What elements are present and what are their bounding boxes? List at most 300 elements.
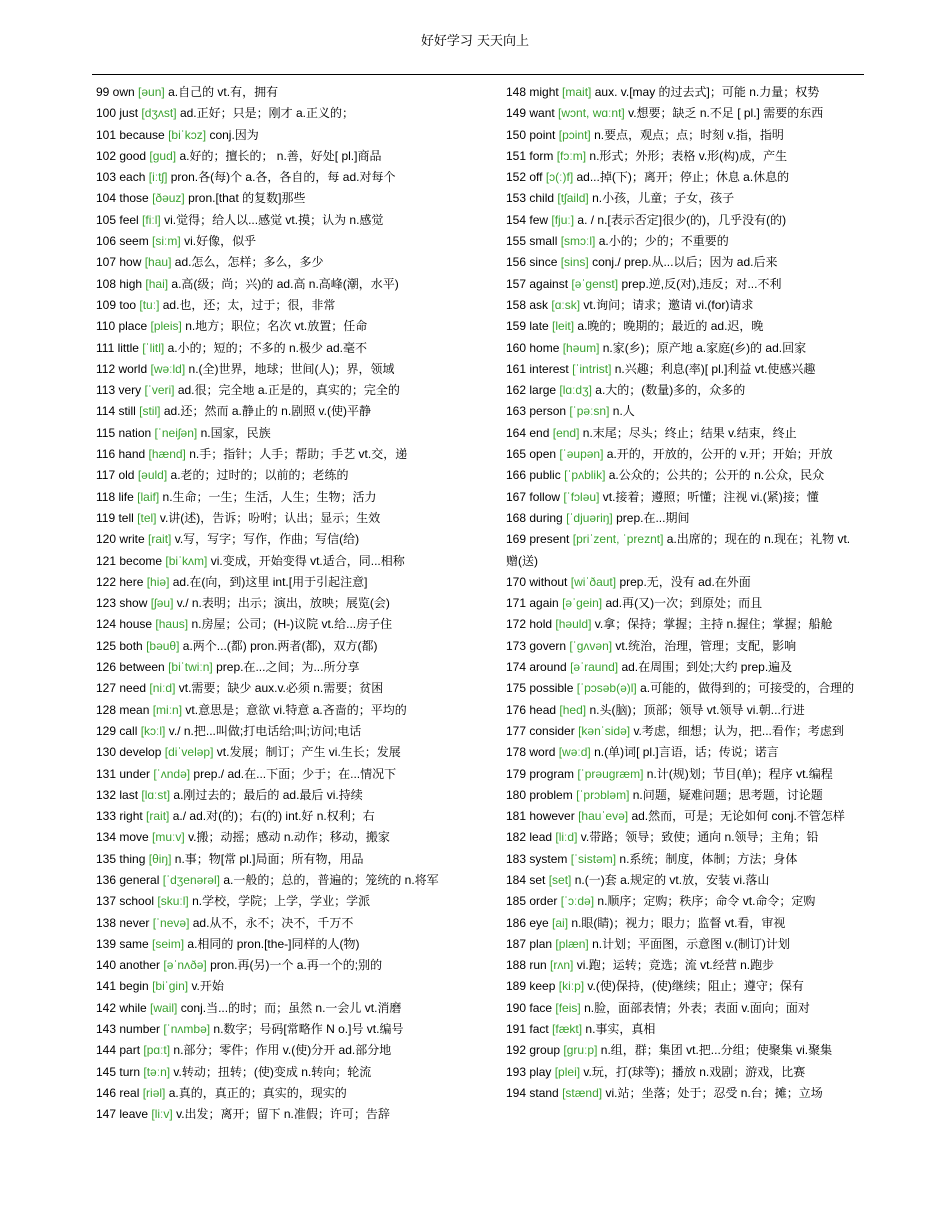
vocab-entry bbox=[506, 976, 860, 997]
entry-headword: 134 move bbox=[96, 830, 149, 845]
vocab-entry bbox=[506, 231, 860, 252]
entry-definition: v.转动；扭转；(使)变成 n.转向；轮流 bbox=[173, 1064, 372, 1079]
entry-phonetic: [plæn] bbox=[555, 936, 589, 951]
vocab-entry bbox=[96, 316, 446, 337]
vocab-entry bbox=[96, 870, 446, 891]
entry-definition: a.小的；短的；不多的 n.极少 ad.毫不 bbox=[167, 340, 367, 355]
entry-definition: n.人 bbox=[612, 404, 635, 419]
entry-headword: 153 child bbox=[506, 191, 555, 206]
page-title: 好好学习 天天向上 bbox=[420, 34, 530, 49]
entry-headword: 152 off bbox=[506, 170, 543, 185]
entry-phonetic: [ǝuld] bbox=[137, 468, 168, 483]
entry-phonetic: [biˈtwiːn] bbox=[168, 660, 213, 675]
entry-definition: a.相同的 pron.[the-]同样的人(物) bbox=[187, 936, 360, 951]
entry-phonetic: [tǝːn] bbox=[143, 1064, 171, 1079]
entry-definition: conj./ prep.从...以后；因为 ad.后来 bbox=[592, 255, 778, 270]
entry-phonetic: [ðǝuz] bbox=[152, 191, 185, 206]
vocab-entry bbox=[96, 295, 446, 316]
entry-definition: n.地方；职位；名次 vt.放置；任命 bbox=[185, 319, 368, 334]
entry-phonetic: [wǝːld] bbox=[150, 361, 186, 376]
entry-definition: a.真的，真正的；真实的，现实的 bbox=[168, 1085, 347, 1100]
entry-headword: 165 open bbox=[506, 447, 557, 462]
entry-headword: 123 show bbox=[96, 596, 148, 611]
entry-definition: a.公众的；公共的；公开的 n.公众，民众 bbox=[608, 468, 825, 483]
entry-phonetic: [biˈkʌm] bbox=[165, 553, 208, 568]
entry-headword: 182 lead bbox=[506, 830, 553, 845]
entry-headword: 186 eye bbox=[506, 915, 549, 930]
entry-headword: 149 want bbox=[506, 106, 555, 121]
entry-phonetic: [ɔ(ː)f] bbox=[545, 170, 574, 185]
entry-headword: 178 word bbox=[506, 745, 556, 760]
entry-phonetic: [hænd] bbox=[148, 447, 186, 462]
entry-headword: 108 high bbox=[96, 276, 143, 291]
vocab-entry bbox=[96, 721, 446, 742]
vocab-entry bbox=[506, 742, 860, 763]
entry-definition: ad.在(向，到)这里 int.[用于引起注意] bbox=[172, 574, 368, 589]
entry-definition: n.头(脑)；顶部；领导 vt.领导 vi.朝...行进 bbox=[589, 702, 805, 717]
entry-phonetic: [rait] bbox=[146, 809, 170, 824]
vocab-entry bbox=[506, 1019, 860, 1040]
entry-phonetic: [ǝˈraund] bbox=[570, 660, 619, 675]
vocab-entry bbox=[96, 1083, 446, 1104]
entry-definition: v./ n.把...叫做;打电话给;叫;访问;电话 bbox=[168, 723, 362, 738]
entry-phonetic: [fɔːm] bbox=[556, 148, 587, 163]
entry-definition: aux. v.[may 的过去式]；可能 n.力量；权势 bbox=[594, 85, 820, 99]
entry-headword: 145 turn bbox=[96, 1064, 141, 1079]
entry-phonetic: [rait] bbox=[148, 532, 172, 547]
entry-definition: prep.逆,反(对),违反；对...不利 bbox=[621, 276, 782, 291]
entry-definition: vi.好像，似乎 bbox=[184, 234, 257, 249]
vocab-entry bbox=[96, 849, 446, 870]
entry-headword: 116 hand bbox=[96, 447, 146, 462]
entry-definition: a.大的；(数量)多的，众多的 bbox=[595, 383, 746, 398]
entry-phonetic: [ˈdʒenǝrǝl] bbox=[162, 872, 220, 887]
entry-definition: prep./ ad.在...下面；少于；在...情况下 bbox=[193, 766, 397, 781]
vocab-entry bbox=[96, 998, 446, 1019]
entry-definition: n.国家，民族 bbox=[200, 425, 271, 440]
entry-phonetic: [feis] bbox=[555, 1000, 581, 1015]
entry-headword: 137 school bbox=[96, 894, 155, 909]
entry-phonetic: [biˈgin] bbox=[152, 979, 189, 994]
vocab-entry bbox=[96, 636, 446, 657]
entry-headword: 117 old bbox=[96, 468, 135, 483]
entry-definition: conj.因为 bbox=[209, 127, 259, 142]
entry-definition: a.好的；擅长的； n.善，好处[ pl.]商品 bbox=[179, 148, 382, 163]
entry-definition: vt.接着；遵照；听懂；注视 vi.(紧)接；懂 bbox=[602, 489, 819, 504]
entry-headword: 135 thing bbox=[96, 851, 146, 866]
entry-phonetic: [skuːl] bbox=[157, 894, 189, 909]
entry-phonetic: [smɔːl] bbox=[560, 234, 596, 249]
entry-headword: 161 interest bbox=[506, 361, 569, 376]
entry-phonetic: [kǝnˈsidǝ] bbox=[578, 723, 631, 738]
vocab-entry bbox=[96, 252, 446, 273]
entry-definition: vt.需要；缺少 aux.v.必须 n.需要；贫困 bbox=[178, 681, 384, 696]
entry-headword: 187 plan bbox=[506, 936, 553, 951]
entry-headword: 110 place bbox=[96, 319, 148, 334]
entry-phonetic: [lɑːst] bbox=[141, 787, 171, 802]
entry-definition: n.数字；号码[常略作 N o.]号 vt.编号 bbox=[213, 1022, 404, 1037]
entry-definition: a.开的，开放的，公开的 v.开；开始；开放 bbox=[606, 447, 833, 462]
entry-headword: 162 large bbox=[506, 383, 557, 398]
entry-definition: ad.再(又)一次；到原处；而且 bbox=[605, 596, 763, 611]
entry-headword: 191 fact bbox=[506, 1022, 549, 1037]
vocab-entry bbox=[96, 188, 446, 209]
entry-definition: n.兴趣；利息(率)[ pl.]利益 vt.使感兴趣 bbox=[614, 361, 816, 376]
entry-headword: 183 system bbox=[506, 851, 568, 866]
entry-headword: 156 since bbox=[506, 255, 558, 270]
entry-phonetic: [ˈʌndǝ] bbox=[153, 766, 191, 781]
entry-headword: 167 follow bbox=[506, 489, 561, 504]
entry-headword: 188 run bbox=[506, 958, 547, 973]
vocab-entry bbox=[506, 82, 860, 103]
vocab-entry bbox=[96, 380, 446, 401]
entry-phonetic: [niːd] bbox=[149, 681, 176, 696]
entry-phonetic: [gruːp] bbox=[563, 1043, 598, 1058]
entry-headword: 143 number bbox=[96, 1022, 161, 1037]
entry-phonetic: [biˈkɔz] bbox=[168, 127, 207, 142]
vocab-entry bbox=[96, 103, 446, 124]
entry-phonetic: [fiːl] bbox=[142, 212, 161, 227]
vocab-entry bbox=[96, 700, 446, 721]
entry-definition: n.要点，观点；点；时刻 v.指，指明 bbox=[594, 127, 784, 142]
entry-phonetic: [ˈveri] bbox=[144, 383, 175, 398]
vocab-entry bbox=[96, 806, 446, 827]
vocab-entry bbox=[96, 231, 446, 252]
entry-definition: v.出发；离开；留下 n.准假；许可；告辞 bbox=[176, 1107, 390, 1122]
entry-definition: v.搬；动摇；感动 n.动作；移动，搬家 bbox=[188, 830, 390, 845]
vocab-entry bbox=[96, 529, 446, 550]
entry-headword: 121 become bbox=[96, 553, 163, 568]
entry-definition: n.末尾；尽头；终止；结果 v.结束，终止 bbox=[582, 425, 797, 440]
entry-definition: ad.还；然而 a.静止的 n.剧照 v.(使)平静 bbox=[163, 404, 371, 419]
entry-definition: v./ n.表明；出示；演出，放映；展览(会) bbox=[176, 596, 390, 611]
entry-phonetic: [ˈnʌmbǝ] bbox=[163, 1022, 211, 1037]
vocab-entry bbox=[96, 444, 446, 465]
entry-definition: v.(使)保持，(使)继续；阻止；遵守；保有 bbox=[587, 979, 804, 994]
entry-headword: 99 own bbox=[96, 85, 135, 99]
vocab-entry bbox=[506, 998, 860, 1019]
vocab-entry bbox=[506, 614, 860, 635]
entry-phonetic: [hau] bbox=[144, 255, 172, 270]
vocab-entry bbox=[506, 529, 860, 572]
entry-headword: 126 between bbox=[96, 660, 165, 675]
vocab-entry bbox=[96, 572, 446, 593]
entry-headword: 185 order bbox=[506, 894, 558, 909]
entry-definition: n.问题，疑难问题；思考题，讨论题 bbox=[632, 787, 823, 802]
entry-definition: v.拿；保持；掌握；主持 n.握住；掌握；船舱 bbox=[594, 617, 833, 632]
vocab-entry bbox=[506, 1083, 860, 1104]
entry-definition: conj.当...的时；而；虽然 n.一会儿 vt.消磨 bbox=[180, 1000, 402, 1015]
entry-headword: 189 keep bbox=[506, 979, 556, 994]
vocab-entry bbox=[96, 487, 446, 508]
entry-phonetic: [hed] bbox=[559, 702, 587, 717]
entry-phonetic: [ˈneiʃǝn] bbox=[154, 425, 198, 440]
entry-definition: vi.觉得；给人以...感觉 vt.摸；认为 n.感觉 bbox=[164, 212, 384, 227]
entry-headword: 111 little bbox=[96, 340, 139, 355]
entry-definition: vt.统治，治理，管理；支配，影响 bbox=[615, 638, 797, 653]
entry-headword: 154 few bbox=[506, 212, 549, 227]
entry-definition: v.玩，打(球等)；播放 n.戏剧；游戏，比赛 bbox=[583, 1064, 806, 1079]
left-column bbox=[96, 82, 446, 1126]
entry-phonetic: [hǝum] bbox=[562, 340, 600, 355]
entry-definition: a./ ad.对(的)；右(的) int.好 n.权利；右 bbox=[172, 809, 375, 824]
entry-definition: ad.从不，永不；决不，千万不 bbox=[192, 915, 354, 930]
entry-definition: ad.正好；只是；刚才 a.正义的； bbox=[179, 106, 354, 121]
entry-phonetic: [seim] bbox=[152, 936, 185, 951]
entry-definition: vt.询问；请求；邀请 vi.(for)请求 bbox=[583, 297, 754, 312]
entry-headword: 194 stand bbox=[506, 1085, 559, 1100]
entry-phonetic: [tʃaild] bbox=[557, 191, 589, 206]
entry-phonetic: [rʌn] bbox=[550, 958, 574, 973]
vocab-entry bbox=[506, 444, 860, 465]
entry-phonetic: [ˈintrist] bbox=[572, 361, 612, 376]
entry-phonetic: [siːm] bbox=[152, 234, 181, 249]
vocab-entry bbox=[96, 934, 446, 955]
header-divider bbox=[92, 74, 864, 75]
entry-phonetic: [haus] bbox=[155, 617, 189, 632]
entry-definition: prep.在...期间 bbox=[616, 510, 690, 525]
entry-phonetic: [kiːp] bbox=[558, 979, 585, 994]
entry-headword: 118 life bbox=[96, 489, 134, 504]
vocab-entry bbox=[96, 167, 446, 188]
entry-phonetic: [ˈɔːdǝ] bbox=[560, 894, 595, 909]
entry-headword: 168 during bbox=[506, 510, 563, 525]
entry-definition: v.带路；领导；致使；通向 n.领导；主角；铅 bbox=[580, 830, 819, 845]
entry-definition: a.小的；少的；不重要的 bbox=[598, 234, 729, 249]
entry-definition: a.出席的；现在的 n.现在；礼物 vt.赠(送) bbox=[506, 532, 851, 568]
entry-headword: 138 never bbox=[96, 915, 150, 930]
vocab-entry bbox=[96, 827, 446, 848]
entry-definition: v.想要；缺乏 n.不足 [ pl.] 需要的东西 bbox=[628, 106, 824, 121]
vocab-entry bbox=[96, 338, 446, 359]
entry-definition: prep.无，没有 ad.在外面 bbox=[619, 574, 751, 589]
entry-phonetic: [end] bbox=[552, 425, 580, 440]
entry-definition: n.事实，真相 bbox=[585, 1022, 656, 1037]
vocab-entry bbox=[506, 188, 860, 209]
vocab-entry bbox=[96, 657, 446, 678]
entry-definition: pron.[that 的复数]那些 bbox=[188, 191, 306, 206]
entry-headword: 166 public bbox=[506, 468, 561, 483]
entry-phonetic: [ˈdjuǝriŋ] bbox=[566, 510, 613, 525]
entry-phonetic: [ǝun] bbox=[138, 85, 165, 99]
vocab-entry bbox=[96, 401, 446, 422]
entry-definition: n.事；物[常 pl.]局面；所有物，用品 bbox=[174, 851, 364, 866]
entry-headword: 193 play bbox=[506, 1064, 552, 1079]
entry-definition: n.(全)世界，地球；世间(人)；界，领域 bbox=[188, 361, 395, 376]
entry-headword: 148 might bbox=[506, 85, 559, 99]
entry-phonetic: [miːn] bbox=[152, 702, 183, 717]
entry-headword: 192 group bbox=[506, 1043, 561, 1058]
entry-phonetic: [lɑːdʒ] bbox=[559, 383, 592, 398]
vocab-entry bbox=[96, 891, 446, 912]
entry-headword: 155 small bbox=[506, 234, 558, 249]
entry-headword: 159 late bbox=[506, 319, 549, 334]
entry-phonetic: [mait] bbox=[562, 85, 592, 99]
entry-phonetic: [ˈfɔlǝu] bbox=[563, 489, 600, 504]
entry-headword: 160 home bbox=[506, 340, 560, 355]
vocab-entry bbox=[96, 742, 446, 763]
entry-phonetic: [kɔːl] bbox=[140, 723, 166, 738]
vocab-entry bbox=[506, 210, 860, 231]
right-column bbox=[506, 82, 860, 1104]
vocab-entry bbox=[506, 338, 860, 359]
entry-definition: a.两个...(都) pron.两者(都)，双方(都) bbox=[182, 638, 378, 653]
entry-phonetic: [dʒʌst] bbox=[141, 106, 177, 121]
entry-definition: n.手；指针；人手；帮助；手艺 vt.交，递 bbox=[189, 447, 408, 462]
vocab-entry bbox=[96, 359, 446, 380]
vocab-entry bbox=[506, 125, 860, 146]
vocab-entry bbox=[506, 423, 860, 444]
entry-phonetic: [ǝˈgein] bbox=[562, 596, 603, 611]
vocab-entry bbox=[506, 891, 860, 912]
entry-headword: 177 consider bbox=[506, 723, 575, 738]
vocab-entry bbox=[96, 678, 446, 699]
entry-definition: a.刚过去的；最后的 ad.最后 vi.持续 bbox=[173, 787, 363, 802]
entry-headword: 127 need bbox=[96, 681, 147, 696]
vocab-entry bbox=[96, 913, 446, 934]
entry-headword: 180 problem bbox=[506, 787, 573, 802]
vocab-entry bbox=[96, 976, 446, 997]
entry-phonetic: [ɑːsk] bbox=[551, 297, 581, 312]
entry-phonetic: [leit] bbox=[552, 319, 575, 334]
entry-definition: vi.站；坐落；处于；忍受 n.台；摊；立场 bbox=[605, 1085, 823, 1100]
vocab-entry bbox=[96, 274, 446, 295]
entry-definition: a. / n.[表示否定]很少(的)，几乎没有(的) bbox=[577, 212, 787, 227]
entry-headword: 146 real bbox=[96, 1085, 140, 1100]
vocab-entry bbox=[506, 764, 860, 785]
vocab-entry bbox=[96, 465, 446, 486]
vocab-entry bbox=[506, 380, 860, 401]
vocab-entry bbox=[506, 167, 860, 188]
entry-phonetic: [hai] bbox=[145, 276, 169, 291]
vocab-entry bbox=[96, 1040, 446, 1061]
vocab-entry bbox=[96, 82, 446, 103]
vocab-entry bbox=[506, 700, 860, 721]
vocab-entry bbox=[506, 252, 860, 273]
vocab-entry bbox=[506, 1062, 860, 1083]
entry-phonetic: [tel] bbox=[137, 510, 157, 525]
entry-definition: ad.在周围；到处;大约 prep.遍及 bbox=[621, 660, 793, 675]
entry-phonetic: [ˈpǝːsn] bbox=[569, 404, 610, 419]
entry-phonetic: [stil] bbox=[139, 404, 161, 419]
entry-definition: n.部分；零件；作用 v.(使)分开 ad.部分地 bbox=[173, 1043, 392, 1058]
vocab-entry bbox=[96, 551, 446, 572]
entry-headword: 163 person bbox=[506, 404, 567, 419]
entry-headword: 114 still bbox=[96, 404, 136, 419]
entry-headword: 130 develop bbox=[96, 745, 162, 760]
entry-headword: 171 again bbox=[506, 596, 559, 611]
entry-definition: vt.意思是；意欲 vi.特意 a.吝啬的；平均的 bbox=[185, 702, 407, 717]
vocab-entry bbox=[506, 913, 860, 934]
entry-headword: 103 each bbox=[96, 170, 146, 185]
vocab-entry bbox=[506, 849, 860, 870]
entry-phonetic: [ˈprǝugræm] bbox=[577, 766, 644, 781]
entry-definition: n.家(乡)；原产地 a.家庭(乡)的 ad.回家 bbox=[602, 340, 807, 355]
entry-definition: a.晚的；晚期的；最近的 ad.迟，晚 bbox=[577, 319, 764, 334]
entry-definition: a.高(级；尚；兴)的 ad.高 n.高峰(潮，水平) bbox=[171, 276, 399, 291]
entry-phonetic: [tuː] bbox=[139, 297, 160, 312]
entry-headword: 181 however bbox=[506, 809, 575, 824]
entry-definition: n.脸，面部表情；外表；表面 v.面向；面对 bbox=[584, 1000, 810, 1015]
entry-headword: 119 tell bbox=[96, 510, 134, 525]
vocab-entry bbox=[96, 785, 446, 806]
entry-headword: 140 another bbox=[96, 958, 161, 973]
entry-headword: 122 here bbox=[96, 574, 144, 589]
entry-phonetic: [θiŋ] bbox=[148, 851, 172, 866]
entry-phonetic: [set] bbox=[548, 872, 572, 887]
entry-phonetic: [ˈgʌvǝn] bbox=[569, 638, 613, 653]
entry-headword: 129 call bbox=[96, 723, 138, 738]
entry-headword: 150 point bbox=[506, 127, 556, 142]
entry-definition: a.自己的 vt.有，拥有 bbox=[168, 85, 279, 99]
vocab-entry bbox=[506, 785, 860, 806]
entry-definition: n.计划；平面图，示意图 v.(制订)计划 bbox=[592, 936, 790, 951]
entry-phonetic: [ˈǝupǝn] bbox=[559, 447, 604, 462]
entry-phonetic: [wɔnt, wɑːnt] bbox=[558, 106, 625, 121]
entry-definition: pron.各(每)个 a.各，各自的，每 ad.对每个 bbox=[170, 170, 396, 185]
vocab-entry bbox=[506, 636, 860, 657]
entry-headword: 142 while bbox=[96, 1000, 147, 1015]
entry-headword: 184 set bbox=[506, 872, 546, 887]
entry-phonetic: [fækt] bbox=[552, 1022, 583, 1037]
entry-definition: a.老的；过时的；以前的；老练的 bbox=[170, 468, 349, 483]
vocab-entry bbox=[96, 1062, 446, 1083]
entry-phonetic: [plei] bbox=[554, 1064, 581, 1079]
entry-headword: 139 same bbox=[96, 936, 149, 951]
vocab-entry bbox=[96, 955, 446, 976]
entry-definition: n.小孩，儿童；子女，孩子 bbox=[592, 191, 735, 206]
entry-phonetic: [ˈsistǝm] bbox=[570, 851, 617, 866]
vocab-entry bbox=[506, 359, 860, 380]
entry-headword: 170 without bbox=[506, 574, 568, 589]
entry-headword: 157 against bbox=[506, 276, 569, 291]
entry-headword: 104 those bbox=[96, 191, 149, 206]
entry-headword: 100 just bbox=[96, 106, 139, 121]
entry-definition: n.(单)词[ pl.]言语，话；传说；诺言 bbox=[594, 745, 779, 760]
entry-definition: v.写，写字；写作，作曲；写信(给) bbox=[174, 532, 360, 547]
entry-phonetic: [wail] bbox=[150, 1000, 178, 1015]
entry-headword: 125 both bbox=[96, 638, 143, 653]
vocab-entry bbox=[506, 316, 860, 337]
vocab-entry bbox=[506, 295, 860, 316]
entry-definition: n.(一)套 a.规定的 vt.放，安装 vi.落山 bbox=[574, 872, 770, 887]
vocab-entry bbox=[96, 125, 446, 146]
vocab-entry bbox=[506, 678, 860, 699]
entry-definition: n.生命；一生；生活，人生；生物；活力 bbox=[162, 489, 377, 504]
entry-phonetic: [riǝl] bbox=[142, 1085, 166, 1100]
vocab-entry bbox=[96, 508, 446, 529]
vocab-entry bbox=[96, 146, 446, 167]
entry-phonetic: [gud] bbox=[149, 148, 177, 163]
entry-phonetic: [priˈzent, ˈpreznt] bbox=[572, 532, 664, 547]
entry-headword: 124 house bbox=[96, 617, 153, 632]
entry-headword: 106 seem bbox=[96, 234, 149, 249]
entry-phonetic: [ˈpɔsǝb(ǝ)l] bbox=[576, 681, 637, 696]
entry-headword: 107 how bbox=[96, 255, 142, 270]
entry-definition: n.系统；制度，体制；方法；身体 bbox=[619, 851, 798, 866]
vocab-entry bbox=[506, 827, 860, 848]
vocab-entry bbox=[506, 508, 860, 529]
vocab-entry bbox=[96, 210, 446, 231]
entry-phonetic: [hauˈevǝ] bbox=[578, 809, 629, 824]
entry-definition: n.学校，学院；上学，学业；学派 bbox=[192, 894, 371, 909]
entry-phonetic: [pɔint] bbox=[558, 127, 591, 142]
entry-definition: ad.也，还；太，过于；很，非常 bbox=[162, 297, 336, 312]
entry-phonetic: [laif] bbox=[137, 489, 160, 504]
entry-headword: 174 around bbox=[506, 660, 567, 675]
vocab-entry bbox=[96, 614, 446, 635]
entry-headword: 136 general bbox=[96, 872, 160, 887]
